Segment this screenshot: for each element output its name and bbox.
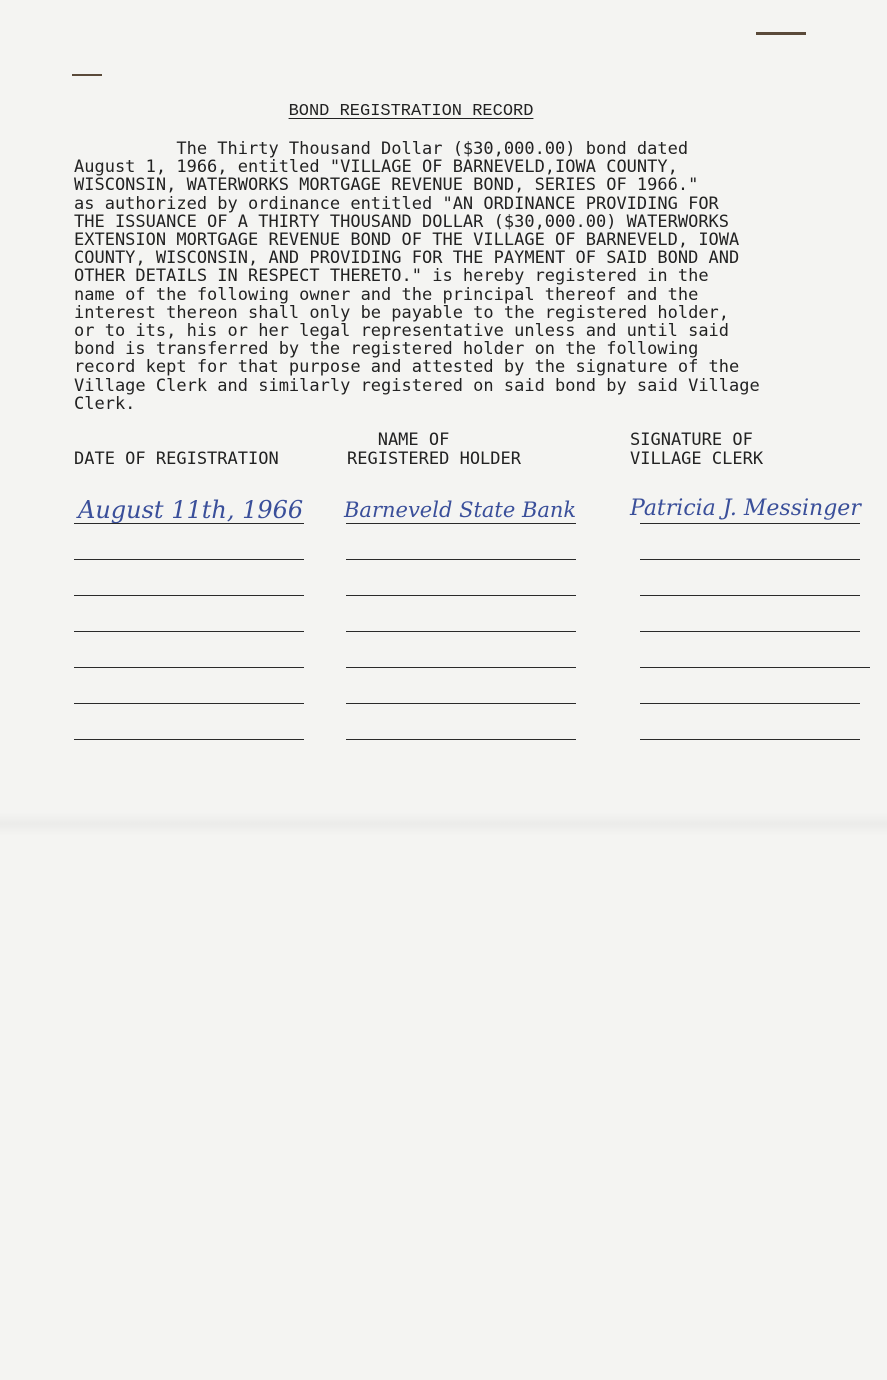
holder-entry-line (346, 559, 576, 560)
date-entry-line (74, 595, 304, 596)
body-line: August 1, 1966, entitled "VILLAGE OF BARNEVELD,IOWA COUNTY, (74, 157, 678, 178)
holder-entry-line (346, 703, 576, 704)
clerk-entry-line (640, 595, 860, 596)
body-line: EXTENSION MORTGAGE REVENUE BOND OF THE VILLAGE OF BARNEVELD, IOWA (74, 230, 740, 251)
body-line: The Thirty Thousand Dollar ($30,000.00) bond dated (74, 139, 689, 159)
body-line: or to its, his or her legal representative unless and until said (74, 321, 730, 342)
clerk-entry-line (640, 703, 860, 704)
body-line: record kept for that purpose and attested by the signature of the (74, 357, 740, 378)
date-entry-line (74, 631, 304, 632)
clerk-signature: Patricia J. Messinger (630, 496, 861, 521)
body-line: THE ISSUANCE OF A THIRTY THOUSAND DOLLAR ($30,000.00) WATERWORKS (74, 211, 730, 232)
holder-entry-line (346, 739, 576, 740)
holder-entry-line (346, 523, 576, 524)
column-header-clerk: SIGNATURE OF VILLAGE CLERK (630, 430, 764, 469)
registration-statement (74, 140, 814, 413)
body-line: Clerk. (74, 393, 136, 414)
body-line: OTHER DETAILS IN RESPECT THERETO." is hereby registered in the (74, 266, 709, 287)
clerk-entry-line (640, 631, 860, 632)
holder-entry-line (346, 631, 576, 632)
body-line: WISCONSIN, WATERWORKS MORTGAGE REVENUE BOND, SERIES OF 1966." (74, 175, 699, 196)
clerk-entry-line (640, 559, 860, 560)
handwritten-holder: Barneveld State Bank (344, 498, 577, 522)
holder-entry-line (346, 667, 576, 668)
date-entry-line (74, 703, 304, 704)
paper-fold-crease (0, 812, 887, 836)
date-entry-line (74, 523, 304, 524)
column-header-holder: NAME OF REGISTERED HOLDER (347, 430, 521, 469)
body-line: Village Clerk and similarly registered on said bond by said Village (74, 375, 760, 396)
top-right-mark (756, 32, 806, 35)
clerk-entry-line (640, 667, 870, 668)
body-line: name of the following owner and the principal thereof and the (74, 284, 699, 305)
document-title: BOND REGISTRATION RECORD (288, 102, 534, 121)
date-entry-line (74, 559, 304, 560)
handwritten-date: August 11th, 1966 (78, 496, 304, 524)
body-line: bond is transferred by the registered holder on the following (74, 339, 699, 360)
clerk-entry-line (640, 739, 860, 740)
date-entry-line (74, 667, 304, 668)
column-header-date: DATE OF REGISTRATION (74, 448, 279, 469)
body-line: interest thereon shall only be payable to the registered holder, (74, 302, 730, 323)
body-line: as authorized by ordinance entitled "AN ORDINANCE PROVIDING FOR (74, 193, 719, 214)
date-entry-line (74, 739, 304, 740)
body-line: COUNTY, WISCONSIN, AND PROVIDING FOR THE PAYMENT OF SAID BOND AND (74, 248, 740, 269)
top-left-mark (72, 74, 102, 76)
clerk-entry-line (640, 523, 860, 524)
holder-entry-line (346, 595, 576, 596)
